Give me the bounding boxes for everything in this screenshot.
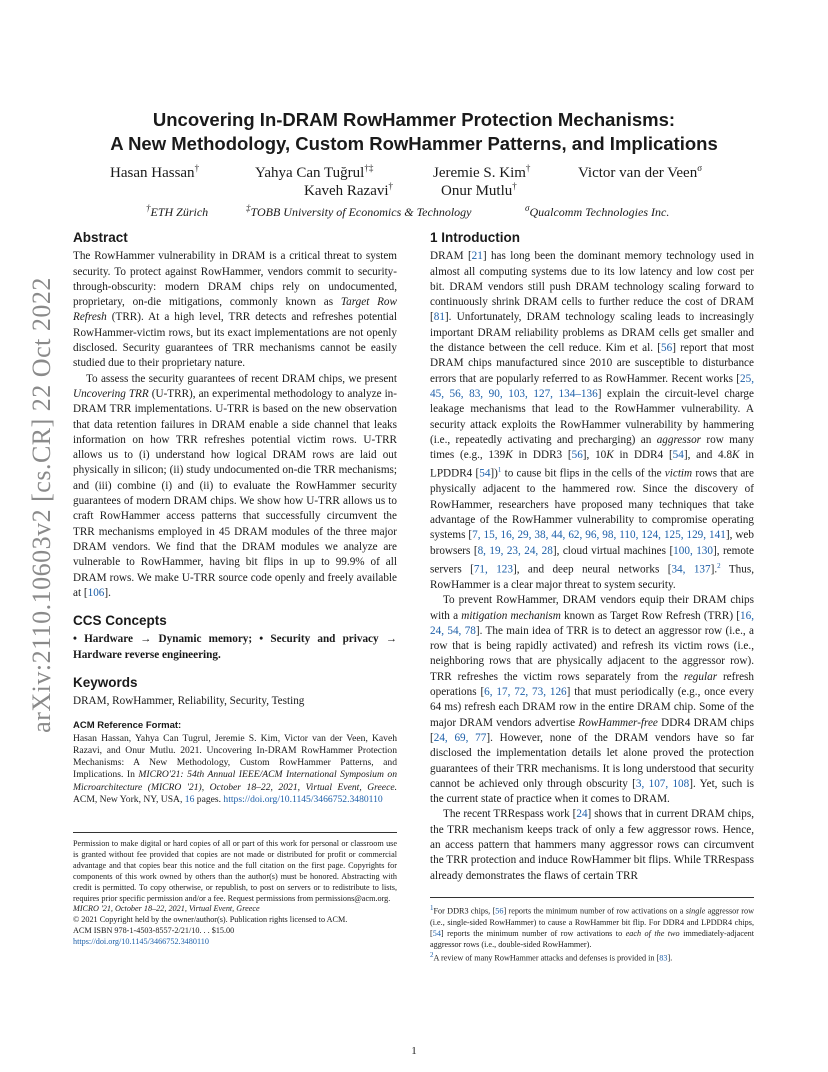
citation-link[interactable]: 100, 130 (673, 544, 713, 557)
author-hassan: Hasan Hassan† (110, 163, 200, 181)
text-segment: ] has long been the dominant memory technology used in almost all computing systems due to its low latency and low cost per bit. DRAM vendors still push DRAM technology scaling forward to continuously shrink DRAM cells to further reduce the cost of DRAM [ (430, 250, 754, 324)
emphasized-text: RowHammer-free (578, 716, 658, 729)
text-segment: ] shows that in current DRAM chips, the TRR mechanism keeps track of only a few aggressor rows. Hence, an access pattern that hammers many aggressor rows can circumvent the TRR protection and induce RowHammer bit flips. While TRRespass already demonstrates the flaws of certain TRR (430, 808, 755, 882)
text-segment: to cause bit flips in the cells of the (501, 468, 665, 481)
emphasized-text: single (685, 906, 706, 916)
emphasized-text: regular (683, 670, 718, 683)
citation-link[interactable]: 25, 45, 56, 83, 90, 103, 127, 134–136 (430, 372, 754, 400)
emphasized-text: each of the two (625, 928, 680, 938)
citation-link[interactable]: 56 (571, 449, 583, 462)
footnote-2 (430, 950, 754, 964)
text-segment: rows that are physically adjacent to the hammered row. Since the discovery of RowHammer, researchers have proposed many techniques that take advantage of the RowHammer vulnerability to compromise operating systems [ (430, 468, 754, 542)
text-segment: in DDR3 [ (512, 449, 572, 462)
text-segment: ]. Unfortunately, DRAM technology scaling leads to increasingly important DRAM reliability problems as DRAM cells get smaller and the distance between the cell reduce. Kim et al. [ (430, 311, 754, 355)
citation-link[interactable]: 24 (576, 808, 588, 821)
citation-link[interactable]: 81 (433, 311, 445, 324)
author-van-der-veen: Victor van der Veen$^\sigma$ (578, 163, 703, 181)
citation-link[interactable]: 54 (672, 449, 684, 462)
author-mutlu: Onur Mutlu† (441, 181, 517, 199)
text-segment: in LPDDR4 [ (430, 449, 754, 481)
citation-link[interactable]: 34, 137 (671, 563, 711, 576)
text-segment: ]. However, none of the DRAM vendors have so far disclosed the implementation details let alone proved the protection guarantees of their TRR mechanisms. It is long understood that security cannot be achieved only through obscurity [ (430, 731, 755, 790)
text-segment: immediately-adjacent aggressor rows (i.e., double-sided RowHammer). (430, 928, 754, 949)
intro-paragraph-2 (430, 593, 754, 807)
footnote-marker[interactable]: 1 (430, 904, 434, 912)
text-segment: A review of many RowHammer attacks and defenses is provided in [ (433, 953, 660, 963)
text-segment: DDR4 DRAM chips [ (430, 716, 754, 744)
footnotes (430, 897, 754, 963)
citation-link[interactable]: 21 (471, 250, 483, 263)
text-segment: To prevent RowHammer, DRAM vendors equip their DRAM chips with a (430, 594, 754, 622)
ccs-heading: CCS Concepts (73, 613, 167, 629)
introduction-heading: 1 Introduction (430, 230, 520, 245)
emphasized-text: K (505, 449, 513, 462)
text-segment: ] that must periodically (e.g., once every 64 ms) refresh each DRAM row in the entire DRAM chip. Some of the major DRAM vendors advertise (430, 686, 755, 729)
text-segment: ]. (667, 953, 673, 963)
citation-link[interactable]: 24, 69, 77 (433, 731, 487, 744)
footnote-1 (430, 903, 754, 950)
text-segment: refresh operations [ (430, 670, 754, 699)
copyright-line: © 2021 Copyright held by the owner/author(s). Publication rights licensed to ACM. (73, 915, 348, 925)
text-segment: ], 10 (582, 449, 607, 462)
text-segment: The recent TRRespass work [ (443, 808, 577, 821)
citation-link[interactable]: 6, 17, 72, 73, 126 (484, 686, 567, 699)
text-segment: aggressor row (i.e., single-sided RowHammer) to cause a RowHammer bit flip. For DDR4 and LPDDR4 chips, [ (430, 906, 754, 938)
citation-link[interactable]: 106 (87, 586, 105, 599)
isbn-line: ACM ISBN 978-1-4503-8557-2/21/10. . . $15.00 (73, 926, 235, 936)
text-segment: known as Target Row Refresh (TRR) [ (560, 609, 741, 622)
text-segment: ], web browsers [ (430, 529, 754, 557)
emphasized-text: mitigation mechanism (461, 609, 561, 622)
citation-link[interactable]: 8, 19, 23, 24, 28 (477, 544, 553, 557)
author-razavi: Kaveh Razavi† (304, 181, 394, 199)
abstract-paragraph-2: To assess the security guarantees of recent DRAM chips, we present Uncovering TRR (U-TRR), an experimental methodology to analyze in-DRAM TRR implementations. U-TRR is based on the new observation that data retention failures in DRAM enable a side channel that leaks information on how TRR refreshes potential victim rows. U-TRR allows us to (i) understand how logical DRAM rows are laid out physically in silicon; (ii) study undocumented on-die TRR mechanisms; and (iii) combine (i) and (ii) to evaluate the RowHammer security guarantees of modern DRAM chips. We show how U-TRR allows us to craft RowHammer access patterns that successfully circumvent the TRR mechanisms employed in 45 DRAM modules of the three major DRAM vendors. We find that the DRAM modules we analyze are vulnerable to RowHammer, having bit flips in up to 99.9% of all DRAM rows. We make U-TRR source code openly and freely available at [106]. (73, 372, 398, 599)
text-segment: ]. The main idea of TRR is to detect an aggressor row (i.e., a row that is being rapidly activated) and refresh its victim rows (i.e., neighboring rows that are physically adjacent to the aggressor row). TRR refreshes the victim rows separately from the (430, 624, 754, 683)
citation-link[interactable]: 7, 15, 16, 29, 38, 44, 62, 96, 98, 110, 124, 125, 129, 141 (472, 529, 726, 542)
author-tugrul: Yahya Can Tuğrul†‡ (255, 163, 374, 181)
acm-reference-heading: ACM Reference Format: (73, 719, 182, 731)
text-segment: ], cloud virtual machines [ (552, 544, 674, 557)
venue-line: MICRO '21, October 18–22, 2021, Virtual Event, Greece (73, 904, 260, 914)
affiliation-qualcomm: $^\sigma$Qualcomm Technologies Inc. (525, 203, 670, 219)
affiliation-tobb: ‡TOBB University of Economics & Technology (246, 203, 472, 219)
doi-link[interactable]: https://doi.org/10.1145/3466752.3480110 (223, 793, 383, 805)
arxiv-side-stamp (22, 277, 62, 733)
page-count-link[interactable]: 16 (184, 793, 195, 805)
abstract-heading: Abstract (73, 230, 128, 245)
footnote-marker[interactable]: 1 (497, 466, 502, 475)
emphasized-text: K (732, 449, 740, 462)
text-segment: ]. (710, 563, 718, 576)
footnote-marker[interactable]: 2 (717, 561, 721, 570)
text-segment: ], and 4.8 (683, 449, 733, 462)
keywords-list: DRAM, RowHammer, Reliability, Security, Testing (73, 695, 305, 708)
permission-notice (73, 832, 397, 948)
text-segment: ] reports the minimum number of row activations to (440, 928, 626, 938)
footnote-marker[interactable]: 2 (430, 950, 434, 959)
text-segment: Thus, RowHammer is a clear major threat to system security. (430, 563, 755, 591)
abstract-paragraph-1: The RowHammer vulnerability in DRAM is a critical threat to system security. To protect against RowHammer, vendors commit to security-through-obscurity: modern DRAM chips rely on undocumented, proprietary, on-die mitigations, commonly known as Target Row Refresh (TRR). At a high level, TRR detects and refreshes potential RowHammer-victim rows, but its exact implementations are not openly disclosed. Security guarantees of TRR mechanisms cannot be easily studied due to their proprietary nature. (73, 250, 397, 370)
text-segment: ] report that most DRAM chips manufactured since 2010 are susceptible to disturbance errors that are popularly referred to as RowHammer. Recent works [ (430, 342, 754, 385)
ccs-concepts: • Hardware → Dynamic memory; • Security and privacy → Hardware reverse engineering. (73, 633, 397, 661)
left-column (73, 230, 397, 806)
citation-link[interactable]: 83 (659, 953, 668, 963)
citation-link[interactable]: 16, 24, 54, 78 (430, 609, 754, 637)
page-number: 1 (411, 1045, 417, 1057)
citation-link[interactable]: 54 (479, 468, 491, 481)
title-line-1: Uncovering In-DRAM RowHammer Protection Mechanisms: (152, 109, 676, 130)
acm-reference-format (73, 720, 397, 806)
text-segment: For DDR3 chips, [ (433, 906, 496, 916)
affiliation-eth: †ETH Zürich (146, 203, 209, 219)
text-segment: ] explain the circuit-level charge leakage mechanisms that lead to the RowHammer vulnerability. A security attack exploits the RowHammer vulnerability by hammering (i.e., repeatedly activating and precharging) an (430, 387, 754, 446)
emphasized-text: K (606, 449, 614, 462)
citation-link[interactable]: 71, 123 (473, 563, 513, 576)
emphasized-text: aggressor (656, 433, 702, 446)
arxiv-identifier: arXiv:2110.10603v2 [cs.CR] 22 Oct 2022 (27, 277, 56, 733)
text-segment: row many times (e.g., 139 (430, 433, 754, 462)
author-kim: Jeremie S. Kim† (433, 163, 531, 181)
right-column (430, 230, 754, 884)
intro-paragraph-1 (430, 249, 754, 593)
text-segment: ], remote servers [ (430, 544, 755, 576)
citation-link[interactable]: 3, 107, 108 (635, 777, 690, 790)
keywords-heading: Keywords (73, 675, 138, 691)
text-segment: ]) (490, 468, 498, 481)
acm-reference-text: Hasan Hassan, Yahya Can Tugrul, Jeremie S. Kim, Victor van der Veen, Kaveh Razavi, and Onur Mutlu. 2021. Uncovering In-DRAM RowHammer Protection Mechanisms: A New Methodology, Custom RowHammer Patterns, and Implications. In MICRO'21: 54th Annual IEEE/ACM International Symposium on Microarchitecture (MICRO '21), October 18–22, 2021, Virtual Event, Greece. ACM, New York, NY, USA, 16 pages. https://doi.org/10.1145/3466752.3480110 (73, 732, 397, 805)
citation-link[interactable]: 54 (432, 928, 441, 938)
citation-link[interactable]: 56 (661, 342, 673, 355)
text-segment: ]. Yet, such is the current state of practice when it comes to DRAM. (430, 777, 755, 806)
text-segment: ] reports the minimum number of row activations on a (503, 906, 686, 916)
permission-text: Permission to make digital or hard copies of all or part of this work for personal or classroom use is granted without fee provided that copies are not made or distributed for profit or commercial advantage and that copies bear this notice and the full citation on the first page. Copyrights for components of this work owned by others than the author(s) must be honored. Abstracting with credit is permitted. To copy otherwise, or republish, to post on servers or to redistribute to lists, requires prior specific permission and/or a fee. Request permissions from permissions@acm.org. (73, 839, 397, 903)
paper-title (60, 108, 768, 156)
text-segment: DRAM [ (430, 250, 472, 263)
permission-doi-link[interactable]: https://doi.org/10.1145/3466752.3480110 (73, 937, 209, 947)
text-segment: ], and deep neural networks [ (512, 563, 672, 576)
citation-link[interactable]: 56 (495, 906, 504, 916)
intro-paragraph-3 (430, 807, 754, 883)
title-line-2: A New Methodology, Custom RowHammer Patterns, and Implications (110, 133, 718, 154)
text-segment: in DDR4 [ (613, 449, 673, 462)
emphasized-text: victim (664, 468, 693, 481)
